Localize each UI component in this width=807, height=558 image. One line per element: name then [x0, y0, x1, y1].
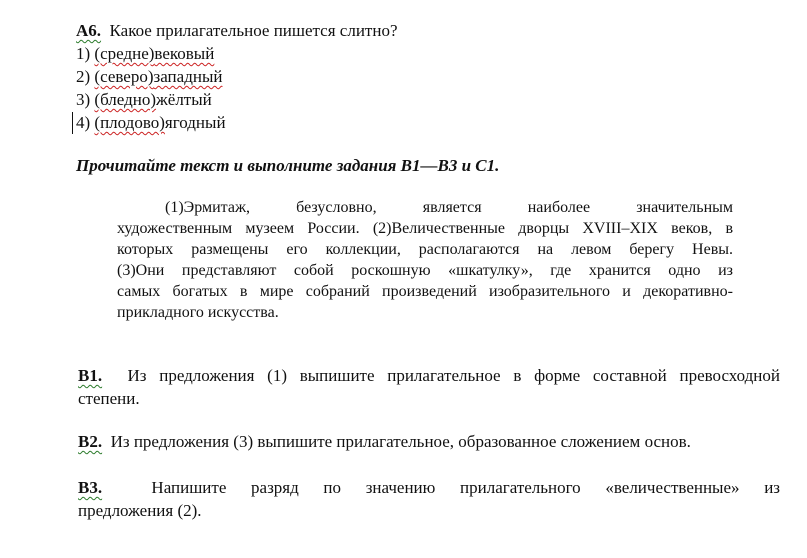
option-1	[76, 43, 214, 65]
option-2-prefix: (северо)	[94, 67, 154, 86]
option-4	[76, 112, 226, 134]
instruction-heading: Прочитайте текст и выполните задания В1—В3 и С1.	[76, 156, 500, 175]
question-a6-label: А6.	[76, 21, 102, 40]
task-b1-text: Из предложения (1) выпишите прилагательное в форме составной превосходной	[127, 366, 780, 385]
task-b3-label: В3.	[78, 478, 103, 497]
option-3-prefix: (бледно)	[94, 90, 157, 109]
task-b2-text: Из предложения (3) выпишите прилагательное, образованное сложением основ.	[110, 432, 691, 451]
option-1-number: 1)	[76, 44, 95, 63]
option-4-number: 4)	[76, 113, 95, 132]
passage-line-3: которых размещены его коллекции, располагаются на левом берегу Невы.	[117, 241, 733, 258]
task-b1-label: В1.	[78, 366, 103, 385]
passage-line-5: самых богатых в мире собраний произведений изобразительного и декоративно-	[117, 283, 733, 300]
text-cursor	[72, 112, 73, 134]
question-a6-text: Какое прилагательное пишется слитно?	[109, 21, 398, 40]
option-3-number: 3)	[76, 90, 95, 109]
task-b1	[78, 365, 780, 387]
task-b2-label: В2.	[78, 432, 103, 451]
option-3	[76, 89, 212, 111]
task-b3	[78, 477, 780, 499]
task-b2	[78, 431, 691, 453]
passage-line-1: (1)Эрмитаж, безусловно, является наиболее значительным	[165, 199, 733, 216]
option-2-number: 2)	[76, 67, 95, 86]
option-1-prefix: (средне)	[94, 44, 155, 63]
option-4-prefix: (плодово)	[94, 113, 165, 132]
task-b1-continuation: степени.	[78, 389, 140, 408]
passage-line-6: прикладного искусства.	[117, 304, 279, 321]
reading-passage	[117, 197, 733, 323]
task-b3-continuation: предложения (2).	[78, 501, 202, 520]
task-b3-text: Напишите разряд по значению прилагательного «величественные» из	[151, 478, 781, 497]
passage-line-2: художественным музеем России. (2)Величественные дворцы XVIII–XIX веков, в	[117, 220, 733, 237]
option-3-word: жёлтый	[156, 90, 212, 109]
option-2-word: западный	[153, 67, 223, 86]
option-4-word: ягодный	[164, 113, 226, 132]
passage-line-4: (3)Они представляют собой роскошную «шкатулку», где хранится одно из	[117, 262, 733, 279]
option-2	[76, 66, 222, 88]
question-a6-heading	[76, 20, 398, 42]
option-1-word: вековый	[154, 44, 215, 63]
